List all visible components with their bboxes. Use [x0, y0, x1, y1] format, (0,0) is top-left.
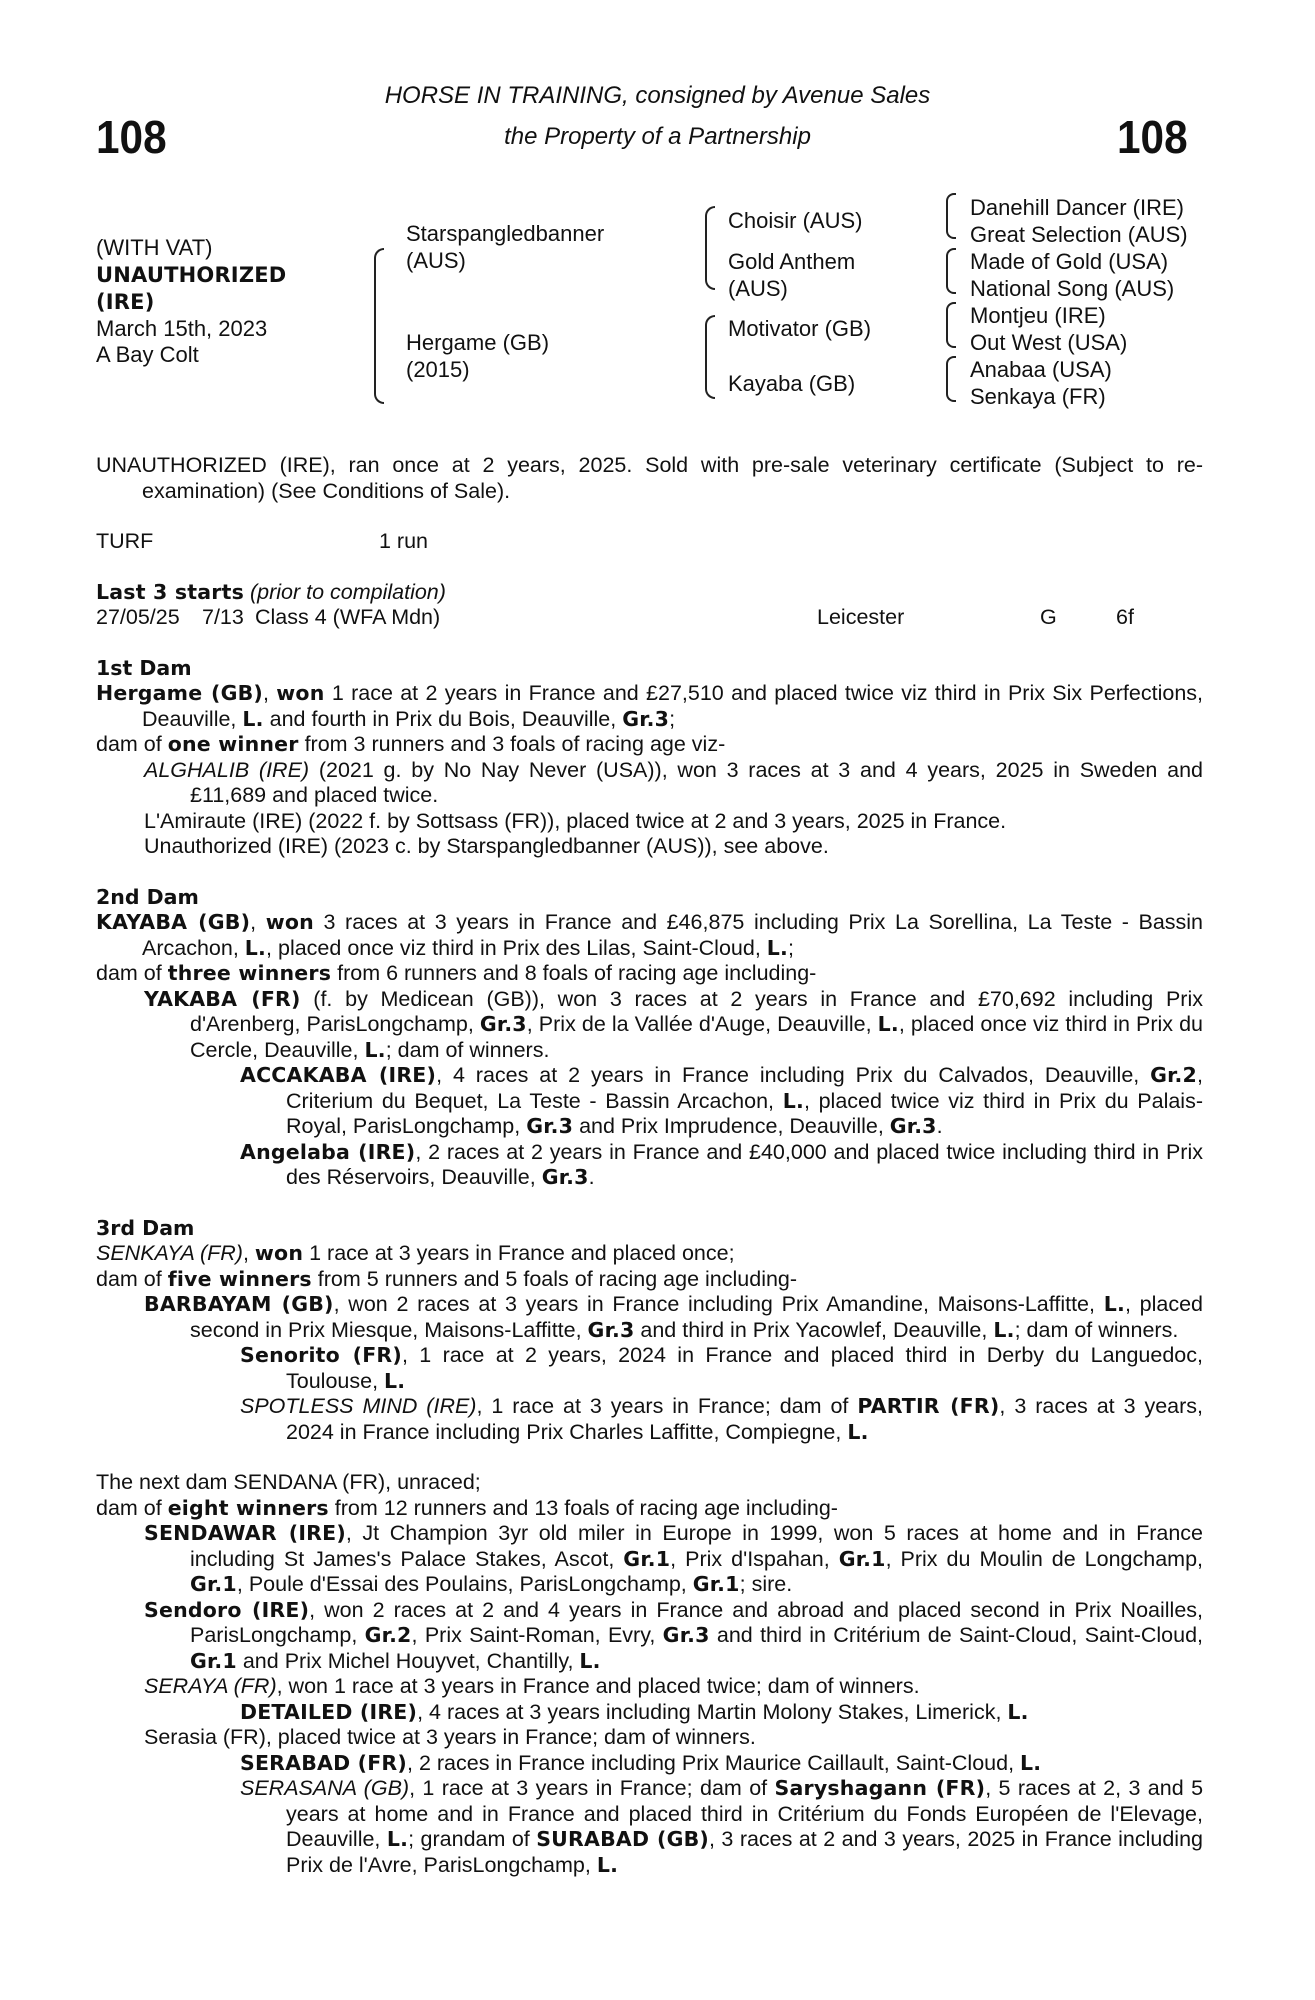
- sire-dam-name: Gold Anthem: [728, 249, 856, 274]
- produce-text: , won 2 races at 3 years in France including Prix Amandine, Maisons-Laffitte,: [333, 1292, 1104, 1316]
- listed-badge: L.: [766, 935, 789, 960]
- grandproduce-entry: [96, 1751, 1203, 1777]
- listed-badge: L.: [242, 706, 264, 731]
- produce-entry: [96, 1063, 1203, 1140]
- lot-number-left: 108: [96, 111, 167, 163]
- produce-text: dam of: [96, 732, 168, 756]
- produce-text: from 3 runners and 3 foals of racing age viz-: [298, 732, 726, 756]
- record-text: 3 races at 3 years in France and £46,875 including Prix La Sorellina, La Teste - Bassin Arcachon,: [142, 910, 1204, 960]
- produce-entry: [96, 1674, 1203, 1700]
- produce-text: and Prix Michel Houyvet, Chantilly,: [236, 1648, 580, 1673]
- pedigree-dam-dam: Kayaba (GB): [728, 371, 856, 396]
- produce-text: , 2 races in France including Prix Maurice Caillault, Saint-Cloud,: [407, 1750, 1021, 1775]
- produce-text: , placed second in Prix Miesque, Maisons-Laffitte,: [190, 1292, 1203, 1342]
- produce-text: dam of: [96, 1495, 168, 1520]
- produce-text: .: [588, 1165, 595, 1189]
- listed-badge: L.: [364, 1037, 386, 1062]
- produce-name: BARBAYAM (GB): [144, 1292, 334, 1316]
- group-badge: Gr.1: [190, 1572, 237, 1596]
- produce-winners: five winners: [167, 1266, 312, 1291]
- produce-text: , 1 race at 3 years in France; dam of: [409, 1776, 775, 1800]
- produce-text: , 3 races at 3 years, 2024 in France including Prix Charles Laffitte, Compiegne,: [286, 1394, 1203, 1444]
- pedigree-sire-dam: [728, 249, 855, 302]
- start-row: [96, 605, 1203, 631]
- first-dam-produce: [96, 732, 1203, 758]
- foal-text: ; dam of winners.: [385, 1037, 550, 1062]
- start-date: 27/05/25: [96, 605, 180, 629]
- second-dam-title: 2nd Dam: [96, 884, 199, 909]
- pedigree-sire-sire: Choisir (AUS): [728, 208, 863, 233]
- next-dam-produce: [96, 1496, 1203, 1522]
- produce-text: , Criterium du Bequet, La Teste - Bassin Arcachon,: [286, 1063, 1203, 1113]
- start-course: Leicester: [817, 605, 905, 629]
- pedigree-dam-sire: Motivator (GB): [728, 316, 872, 341]
- start-going: G: [1040, 605, 1057, 629]
- produce-text: , Poule d'Essai des Poulains, ParisLongchamp,: [236, 1572, 693, 1596]
- group-badge: Gr.3: [526, 1114, 574, 1138]
- produce-winners: three winners: [167, 961, 332, 985]
- pedigree-dam: [406, 330, 549, 383]
- start-position: 7/13: [202, 605, 244, 629]
- listed-badge: L.: [384, 1368, 406, 1393]
- produce-text: , Jt Champion 3yr old miler in Europe in 1999, won 5 races at home and in France including St James's Palace Stakes, Ascot,: [190, 1521, 1203, 1571]
- produce-text: from 12 runners and 13 foals of racing age including-: [328, 1495, 838, 1520]
- g3-ancestor: Great Selection (AUS): [970, 222, 1188, 247]
- group-badge: Gr.3: [662, 1623, 710, 1647]
- produce-entry: [96, 1140, 1203, 1191]
- won-label: won: [254, 1241, 304, 1265]
- produce-text: ; dam of winners.: [1014, 1317, 1179, 1342]
- grandproduce-name: SERASANA (GB): [240, 1776, 410, 1800]
- won-label: won: [265, 910, 314, 934]
- record-text: and fourth in Prix du Bois, Deauville,: [263, 706, 623, 731]
- listed-badge: L.: [782, 1088, 804, 1113]
- group-badge: Gr.3: [541, 1165, 589, 1189]
- produce-text: , Prix d'Ispahan,: [670, 1546, 839, 1571]
- grandproduce-name: PARTIR (FR): [857, 1394, 1000, 1418]
- produce-text: , 2 races at 2 years in France and £40,000 and placed twice including third in Prix des Réservoirs, Deauville,: [286, 1139, 1203, 1189]
- pedigree-brace-g3-2: [946, 248, 956, 294]
- grandproduce-entry: [96, 1700, 1203, 1726]
- sire-country: (AUS): [406, 247, 466, 273]
- dam-name: SENKAYA (FR): [96, 1241, 243, 1265]
- foaling-date: March 15th, 2023: [96, 315, 268, 341]
- last-starts-title: Last 3 starts: [96, 579, 244, 604]
- second-dam-produce: [96, 961, 1203, 987]
- lot-number-right: 108: [1117, 111, 1188, 163]
- produce-name: SENDAWAR (IRE): [144, 1521, 346, 1545]
- second-dam-record: KAYABA (GB), won 3 races at 3 years in France and £46,875 including Prix La Sorellina, La Teste - Bassin Arcachon, L., placed once viz third in Prix des Lilas, Saint-Cloud, L.;: [96, 910, 1204, 960]
- produce-entry: [96, 1521, 1203, 1598]
- next-dam-intro: The next dam SENDANA (FR), unraced;: [96, 1470, 481, 1494]
- produce-entry: Serasia (FR), placed twice at 3 years in France; dam of winners.: [144, 1725, 756, 1749]
- produce-text: , 1 race at 3 years in France; dam of: [476, 1394, 858, 1418]
- produce-text: from 5 runners and 5 foals of racing age including-: [311, 1266, 798, 1291]
- listed-badge: L.: [386, 1827, 409, 1851]
- pedigree-sire: [406, 221, 604, 274]
- surface-label: TURF: [96, 529, 154, 553]
- foal-name: ALGHALIB (IRE): [144, 757, 310, 782]
- last-starts-heading: [96, 580, 1203, 606]
- foal-text: (2021 g. by No Nay Never (USA)), won 3 races at 3 and 4 years, 2025 in Sweden and £11,689 and placed twice.: [190, 757, 1204, 807]
- produce-text: , Prix Saint-Roman, Evry,: [411, 1623, 663, 1647]
- header-property: the Property of a Partnership: [504, 123, 811, 150]
- produce-entry: [96, 1598, 1203, 1675]
- group-badge: Gr.3: [889, 1114, 937, 1138]
- catalogue-body: [96, 453, 1203, 1878]
- foal-text: , Prix de la Vallée d'Auge, Deauville,: [526, 1012, 878, 1036]
- foal-text: (2022 f. by Sottsass (FR)), placed twice at 2 and 3 years, 2025 in France.: [302, 808, 1007, 833]
- produce-text: , 4 races at 2 years in France including Prix du Calvados, Deauville,: [436, 1063, 1151, 1087]
- produce-winners: eight winners: [167, 1495, 329, 1520]
- group-badge: Gr.3: [622, 706, 670, 731]
- surface-runs: 1 run: [379, 529, 429, 553]
- produce-text: , won 2 races at 2 and 4 years in France and abroad and placed second in Prix Noailles, ParisLongchamp,: [190, 1597, 1203, 1647]
- produce-text: , 3 races at 2 and 3 years, 2025 in France including Prix de l'Avre, ParisLongchamp,: [286, 1827, 1203, 1877]
- pedigree-brace-sire: [705, 206, 715, 290]
- produce-text: and Prix Imprudence, Deauville,: [573, 1114, 890, 1138]
- g3-ancestor: Senkaya (FR): [970, 384, 1106, 409]
- pedigree-brace-dam: [705, 315, 715, 399]
- grandproduce-name: SERABAD (FR): [240, 1750, 407, 1775]
- group-badge: Gr.3: [479, 1012, 527, 1036]
- pedigree-brace-g3-4: [946, 356, 956, 402]
- produce-winners: one winner: [167, 732, 299, 756]
- produce-text: dam of: [96, 961, 168, 985]
- record-text: ;: [669, 706, 676, 731]
- foal-text: (f. by Medicean (GB)), won 3 races at 2 years in France and £70,692 including Prix d'Arenberg, ParisLongchamp,: [190, 986, 1203, 1036]
- produce-text: , placed twice viz third in Prix du Palais-Royal, ParisLongchamp,: [286, 1088, 1203, 1138]
- foal-text: , placed once viz third in Prix du Cercle, Deauville,: [190, 1012, 1203, 1062]
- produce-name: SERAYA (FR): [144, 1674, 277, 1698]
- listed-badge: L.: [1103, 1292, 1125, 1316]
- grandproduce-name: DETAILED (IRE): [240, 1699, 418, 1724]
- produce-text: , 5 races at 2, 3 and 5 years at home and in France and placed third in Critérium du Fonds Européen de l'Elevage, Deauville,: [286, 1776, 1204, 1851]
- produce-text: and third in Critérium de Saint-Cloud, Saint-Cloud,: [709, 1623, 1204, 1647]
- start-race: Class 4 (WFA Mdn): [255, 605, 441, 629]
- horse-country: (IRE): [96, 289, 155, 314]
- foal-name: L'Amiraute (IRE): [144, 808, 303, 833]
- surface-record: [96, 529, 1203, 555]
- first-dam-title: 1st Dam: [96, 655, 192, 680]
- header-consignor: HORSE IN TRAINING, consigned by Avenue Sales: [384, 82, 931, 109]
- dam-name: KAYABA (GB): [96, 910, 251, 934]
- record-text: 1 race at 2 years in France and £27,510 and placed twice viz third in Prix Six Perfections, Deauville,: [142, 681, 1204, 731]
- produce-text: from 6 runners and 8 foals of racing age including-: [331, 961, 817, 985]
- group-badge: Gr.1: [190, 1648, 237, 1673]
- dam-year: (2015): [406, 356, 470, 382]
- sire-dam-country: (AUS): [728, 275, 788, 301]
- listed-badge: L.: [244, 935, 267, 960]
- third-dam-produce: [96, 1267, 1203, 1293]
- foal-entry: [96, 758, 1203, 809]
- produce-text: , won 1 race at 3 years in France and placed twice; dam of winners.: [276, 1674, 920, 1698]
- listed-badge: L.: [993, 1317, 1015, 1342]
- produce-name: Angelaba (IRE): [240, 1139, 416, 1164]
- last-starts-subtitle: (prior to compilation): [249, 579, 446, 604]
- horse-identity: [96, 235, 286, 369]
- record-text: 1 race at 3 years in France and placed once;: [303, 1241, 735, 1265]
- g3-ancestor: Made of Gold (USA): [970, 249, 1169, 274]
- group-badge: Gr.3: [587, 1317, 635, 1342]
- listed-badge: L.: [579, 1648, 601, 1673]
- listed-badge: L.: [596, 1852, 619, 1877]
- produce-entry: [96, 1292, 1203, 1343]
- foal-entry: [96, 809, 1203, 835]
- group-badge: Gr.1: [692, 1572, 740, 1596]
- foal-entry: [96, 834, 1203, 860]
- grandproduce-entry: [96, 1776, 1203, 1878]
- group-badge: Gr.2: [364, 1623, 412, 1647]
- dam-name: Hergame (GB): [96, 681, 264, 705]
- start-distance: 6f: [1116, 605, 1134, 629]
- pedigree-gen3: [970, 194, 1188, 410]
- foal-text: (2023 c. by Starspangledbanner (AUS)), see above.: [328, 834, 829, 858]
- sire-name: Starspangledbanner: [406, 221, 605, 246]
- pedigree-brace-g3-3: [946, 302, 956, 348]
- produce-name: SPOTLESS MIND (IRE): [240, 1394, 477, 1418]
- descendant-name: Saryshagann (FR): [774, 1776, 986, 1800]
- horse-description: A Bay Colt: [96, 342, 199, 367]
- group-badge: Gr.2: [1150, 1063, 1198, 1087]
- listed-badge: L.: [1020, 1750, 1042, 1775]
- third-dam-title: 3rd Dam: [96, 1215, 195, 1240]
- pedigree-brace-g3-1: [946, 193, 956, 239]
- record-text: ;: [788, 935, 795, 960]
- won-label: won: [276, 681, 325, 705]
- produce-text: , Prix du Moulin de Longchamp,: [885, 1546, 1203, 1571]
- produce-text: .: [936, 1114, 943, 1138]
- listed-badge: L.: [1007, 1699, 1029, 1724]
- g3-ancestor: Anabaa (USA): [970, 357, 1112, 382]
- g3-ancestor: Danehill Dancer (IRE): [970, 195, 1184, 220]
- foal-name: Unauthorized (IRE): [144, 834, 329, 858]
- group-badge: Gr.1: [838, 1546, 886, 1571]
- third-dam-record: SENKAYA (FR), won 1 race at 3 years in France and placed once;: [96, 1241, 735, 1265]
- dam-name: Hergame (GB): [406, 330, 550, 355]
- pedigree-brace-gen1: [374, 248, 384, 404]
- produce-text: dam of: [96, 1266, 168, 1291]
- listed-badge: L.: [847, 1419, 869, 1444]
- first-dam-record: Hergame (GB), won 1 race at 2 years in France and £27,510 and placed twice viz third in Prix Six Perfections, Deauville, L. and fourth in Prix du Bois, Deauville, Gr.3;: [96, 681, 1204, 731]
- foal-entry: [96, 987, 1203, 1064]
- produce-text: ; sire.: [739, 1572, 793, 1596]
- produce-entry: [96, 1394, 1203, 1445]
- produce-text: and third in Prix Yacowlef, Deauville,: [634, 1317, 994, 1342]
- foal-name: YAKABA (FR): [144, 986, 301, 1011]
- race-summary: UNAUTHORIZED (IRE), ran once at 2 years, 2025. Sold with pre-sale veterinary certificate (Subject to re-examination) (See Conditions of Sale).: [96, 453, 1203, 503]
- descendant-name: SURABAD (GB): [536, 1827, 709, 1851]
- produce-name: Sendoro (IRE): [144, 1597, 310, 1622]
- produce-name: Senorito (FR): [240, 1343, 402, 1367]
- produce-text: , 1 race at 2 years, 2024 in France and placed third in Derby du Languedoc, Toulouse,: [286, 1343, 1203, 1393]
- vat-label: (WITH VAT): [96, 235, 213, 260]
- produce-name: ACCAKABA (IRE): [240, 1063, 437, 1087]
- listed-badge: L.: [877, 1012, 899, 1036]
- g3-ancestor: Montjeu (IRE): [970, 303, 1106, 328]
- horse-name: UNAUTHORIZED: [96, 262, 287, 287]
- produce-entry: [96, 1343, 1203, 1394]
- g3-ancestor: Out West (USA): [970, 330, 1128, 355]
- g3-ancestor: National Song (AUS): [970, 276, 1175, 301]
- produce-text: , 4 races at 3 years including Martin Molony Stakes, Limerick,: [417, 1699, 1008, 1724]
- produce-text: ; grandam of: [408, 1827, 537, 1851]
- record-text: , placed once viz third in Prix des Lilas, Saint-Cloud,: [266, 935, 767, 960]
- group-badge: Gr.1: [623, 1546, 671, 1571]
